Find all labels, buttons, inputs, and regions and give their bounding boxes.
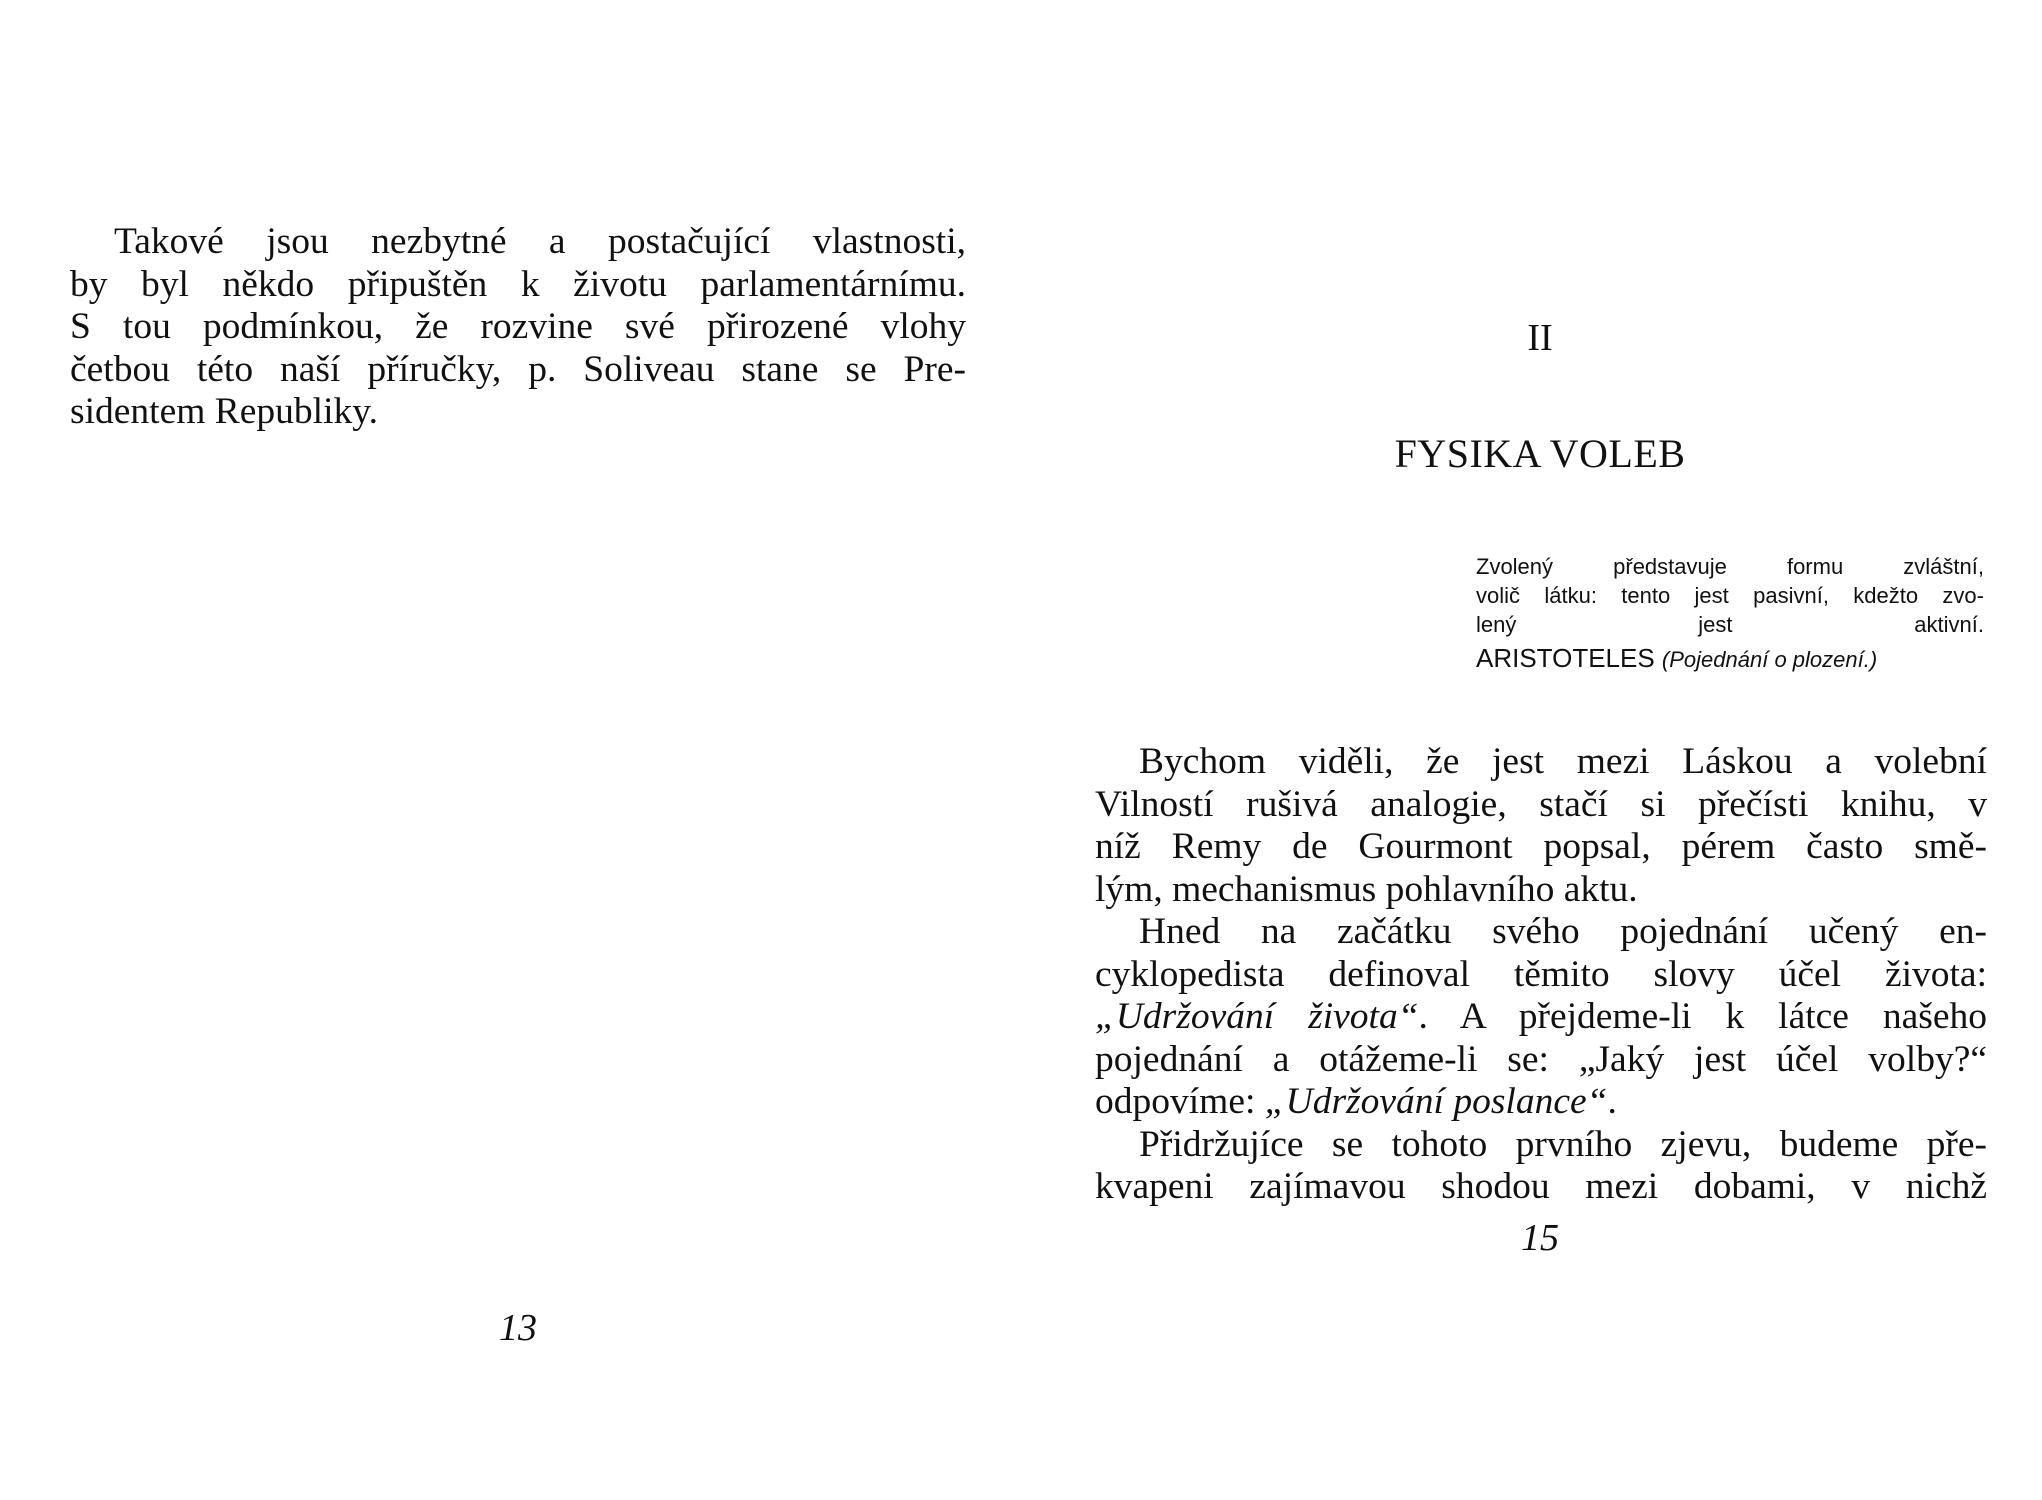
right-page-body [1095,741,1987,1209]
text-line: četbou této naší příručky, p. Soliveau stane se Pre- [70,348,966,390]
epigraph-line: Zvolený představuje formu zvláštní, [1476,554,1984,579]
epigraph-source: (Pojednání o plození.) [1661,647,1878,672]
text-line [1095,996,1987,1039]
text-fragment: odpovíme: [1095,1081,1265,1122]
text-line: níž Remy de Gourmont popsal, pérem často smě- [1095,826,1987,867]
chapter-title: FYSIKA VOLEB [1394,431,1686,476]
text-line: Vilností rušivá analogie, stačí si přečísti knihu, v [1095,783,1987,825]
text-line: cyklopedista definoval těmito slovy účel života: [1095,953,1987,995]
text-line: Hned na začátku svého pojednání učený en- [1139,911,1987,952]
quoted-phrase: „Udržování poslance“ [1264,1081,1608,1122]
text-line: lým, mechanismus pohlavního aktu. [1095,868,1638,910]
page-number-left: 13 [499,1307,537,1349]
text-line: Takové jsou nezbytné a postačující vlastnosti, [114,221,966,262]
quoted-phrase: „Udržování života“ [1095,996,1419,1037]
text-line: Bychom viděli, že jest mezi Láskou a volební [1139,741,1987,782]
text-line: Přidržujíce se tohoto prvního zjevu, budeme pře- [1139,1123,1987,1165]
epigraph-line: lený jest aktivní. [1476,612,1984,637]
text-line [1095,1081,1987,1124]
text-fragment: . A přejdeme-li k látce našeho [1418,996,1987,1037]
left-page-paragraph [70,221,966,434]
text-line: sidentem Republiky. [70,391,378,432]
epigraph-line: volič látku: tento jest pasivní, kdežto zvo- [1476,583,1984,608]
epigraph [1476,552,1984,677]
epigraph-attribution [1476,641,1984,677]
chapter-number: II [1527,317,1553,359]
epigraph-author: ARISTOTELES [1476,643,1655,673]
text-fragment: . [1607,1081,1617,1122]
page-number-right: 15 [1521,1217,1559,1259]
text-line: pojednání a otážeme-li se: „Jaký jest účel volby?“ [1095,1038,1987,1080]
text-line: S tou podmínkou, že rozvine své přirozené vlohy [70,306,966,347]
text-line: kvapeni zajímavou shodou mezi dobami, v nichž [1095,1166,1987,1207]
text-line: by byl někdo připuštěn k životu parlamentárnímu. [70,263,966,305]
